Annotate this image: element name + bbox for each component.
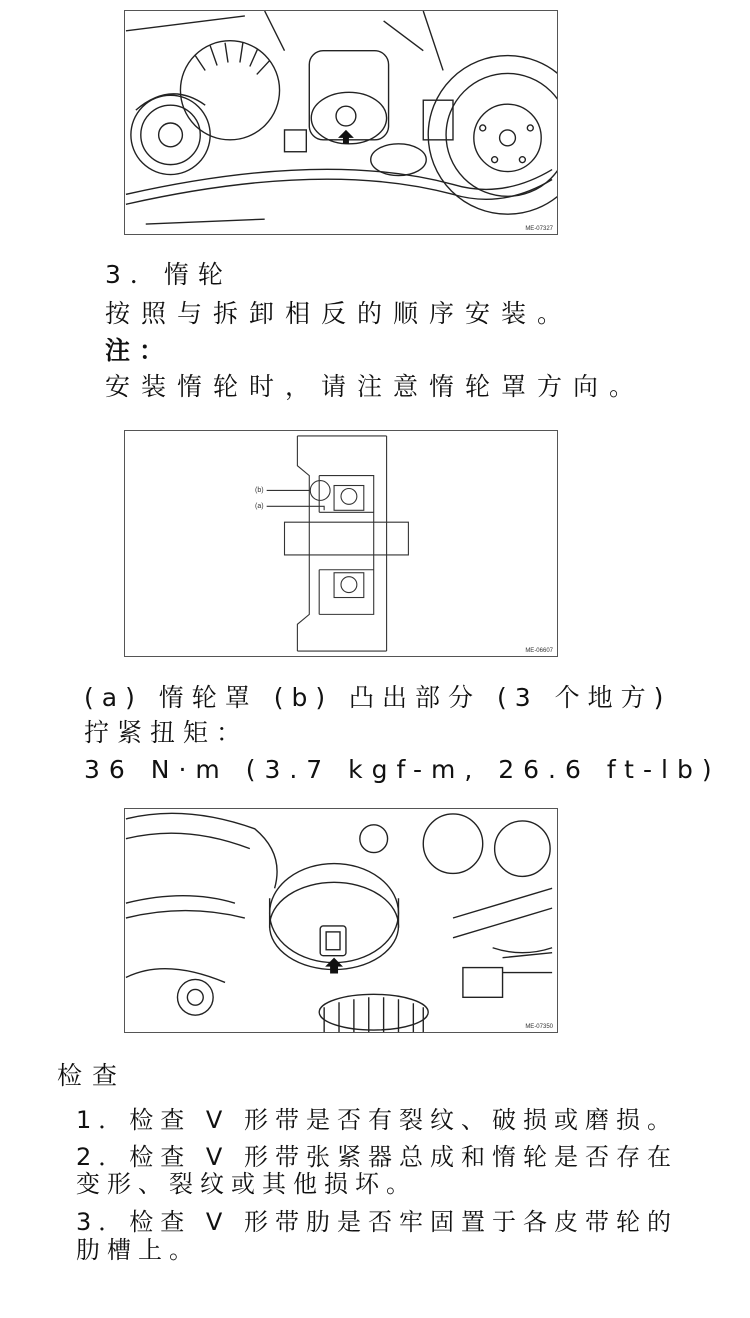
up-arrow-icon — [325, 958, 343, 974]
inspection-item-2-line-2: 变形、裂纹或其他损坏。 — [76, 1170, 417, 1198]
engine-figure-idler-removal — [124, 10, 558, 235]
inspection-heading: 检查 — [57, 1061, 128, 1090]
step-instruction: 按照与拆卸相反的顺序安装。 — [105, 299, 574, 328]
figure-legend: (a) 惰轮罩 (b) 凸出部分 (3 个地方) — [84, 683, 672, 712]
label-a: (a) — [255, 503, 264, 510]
up-arrow-icon — [338, 130, 354, 144]
step-heading: 3．惰轮 — [105, 260, 232, 289]
engine-figure-idler-installed — [124, 808, 558, 1033]
figure-code: ME-06607 — [525, 648, 553, 654]
label-b: (b) — [255, 487, 264, 494]
inspection-item-3-line-1: 3．检查 V 形带肋是否牢固置于各皮带轮的 — [76, 1208, 678, 1236]
idler-cover-line-drawing — [125, 431, 557, 656]
idler-cover-diagram — [124, 430, 558, 657]
torque-value: 36 N·m (3.7 kgf-m, 26.6 ft-lb) — [84, 755, 721, 784]
figure-code: ME-07327 — [525, 226, 553, 232]
inspection-item-1: 1．检查 V 形带是否有裂纹、破损或磨损。 — [76, 1106, 678, 1134]
engine-line-drawing-1 — [125, 11, 557, 234]
torque-label: 拧紧扭矩： — [84, 718, 250, 747]
note-text: 安装惰轮时，请注意惰轮罩方向。 — [105, 372, 646, 401]
figure-code: ME-07350 — [525, 1024, 553, 1030]
inspection-item-2-line-1: 2．检查 V 形带张紧器总成和惰轮是否存在 — [76, 1143, 678, 1171]
inspection-item-3-line-2: 肋槽上。 — [76, 1236, 200, 1264]
note-label: 注： — [105, 336, 174, 365]
engine-line-drawing-2 — [125, 809, 557, 1032]
